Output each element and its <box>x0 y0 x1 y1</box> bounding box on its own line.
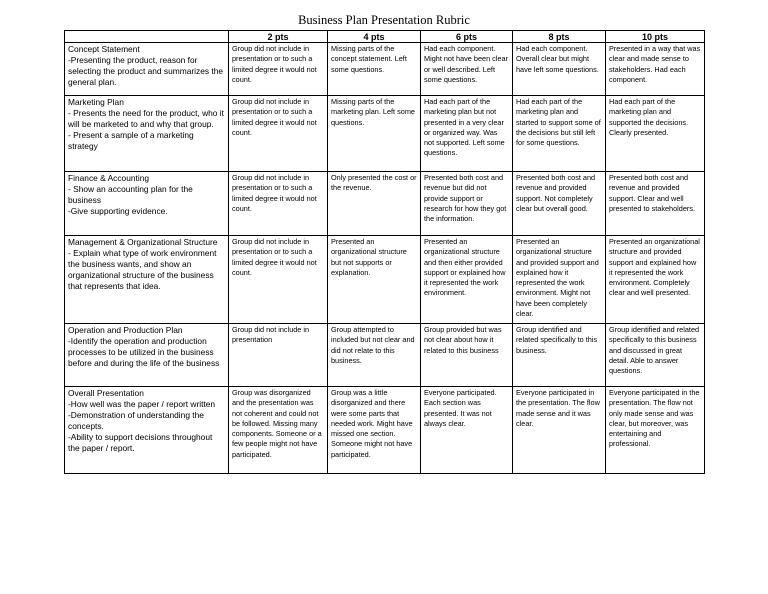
score-descriptor: Group did not include in presentation <box>229 324 328 387</box>
score-descriptor: Presented both cost and revenue and provided support. Clear and well presented to stakeholders. <box>606 172 705 236</box>
criterion-description: - Presents the need for the product, who it will be marketed to and why that group. <box>68 108 224 129</box>
header-score: 8 pts <box>513 31 606 43</box>
score-descriptor: Missing parts of the marketing plan. Left some questions. <box>328 96 421 172</box>
criterion-title: Marketing Plan <box>68 97 124 107</box>
score-descriptor: Group was disorganized and the presentation was not coherent and could not be followed. Missing many components. Someone or a few people might not have participated. <box>229 387 328 474</box>
header-score: 10 pts <box>606 31 705 43</box>
criterion-description: -Give supporting evidence. <box>68 206 168 216</box>
criterion-cell <box>65 43 229 96</box>
criterion-title: Concept Statement <box>68 44 140 54</box>
criterion-description: - Present a sample of a marketing strategy <box>68 130 194 151</box>
score-descriptor: Group attempted to included but not clear and did not relate to this business. <box>328 324 421 387</box>
rubric-row <box>65 43 705 96</box>
criterion-description: - Show an accounting plan for the business <box>68 184 193 205</box>
score-descriptor: Presented an organizational structure but not supports or explanation. <box>328 236 421 324</box>
rubric-row <box>65 172 705 236</box>
score-descriptor: Presented an organizational structure and provided support and explained how it represented the work environment. Might not have been completely clear. <box>513 236 606 324</box>
rubric-row <box>65 387 705 474</box>
header-score: 4 pts <box>328 31 421 43</box>
document-title: Business Plan Presentation Rubric <box>298 13 470 27</box>
score-descriptor: Had each part of the marketing plan and started to support some of the decisions but still left for some questions. <box>513 96 606 172</box>
criterion-description: -Ability to support decisions throughout the paper / report. <box>68 432 213 453</box>
score-descriptor: Missing parts of the concept statement. Left some questions. <box>328 43 421 96</box>
criterion-description: -How well was the paper / report written <box>68 399 216 409</box>
score-descriptor: Group did not include in presentation or to such a limited degree it would not count. <box>229 172 328 236</box>
header-score: 6 pts <box>421 31 513 43</box>
criterion-cell <box>65 236 229 324</box>
rubric-row <box>65 96 705 172</box>
rubric-body <box>65 43 705 474</box>
criterion-description: -Identify the operation and production processes to be utilized in the business before and during the life of the business <box>68 336 220 368</box>
criterion-title: Finance & Accounting <box>68 173 150 183</box>
rubric-table <box>64 30 705 474</box>
score-descriptor: Only presented the cost or the revenue. <box>328 172 421 236</box>
score-descriptor: Group did not include in presentation or to such a limited degree it would not count. <box>229 236 328 324</box>
score-descriptor: Group did not include in presentation or to such a limited degree it would not count. <box>229 43 328 96</box>
rubric-row <box>65 236 705 324</box>
score-descriptor: Presented both cost and revenue and provided support. Not completely clear but overall good. <box>513 172 606 236</box>
criterion-cell <box>65 172 229 236</box>
score-descriptor: Group identified and related specifically to this business. <box>513 324 606 387</box>
score-descriptor: Group identified and related specifically to this business and discussed in great detail. Able to answer questions. <box>606 324 705 387</box>
score-descriptor: Group provided but was not clear about how it related to this business <box>421 324 513 387</box>
score-descriptor: Had each component. Might not have been clear or well described. Left some questions. <box>421 43 513 96</box>
criterion-description: -Demonstration of understanding the concepts. <box>68 410 204 431</box>
score-descriptor: Had each part of the marketing plan but not presented in a very clear or organized way. Was not supported. Left some questions. <box>421 96 513 172</box>
criterion-description: -Presenting the product, reason for selecting the product and summarizes the general plan. <box>68 55 224 87</box>
score-descriptor: Everyone participated in the presentation. The flow not only made sense and was clear, but moreover, was entertaining and professional. <box>606 387 705 474</box>
criterion-cell <box>65 324 229 387</box>
criterion-cell <box>65 96 229 172</box>
score-descriptor: Had each component. Overall clear but might have left some questions. <box>513 43 606 96</box>
criterion-title: Operation and Production Plan <box>68 325 183 335</box>
score-descriptor: Presented an organizational structure and then either provided support or explained how it represented the work environment. <box>421 236 513 324</box>
score-descriptor: Everyone participated. Each section was presented. It was not always clear. <box>421 387 513 474</box>
criterion-cell <box>65 387 229 474</box>
rubric-row <box>65 324 705 387</box>
header-score: 2 pts <box>229 31 328 43</box>
criterion-title: Management & Organizational Structure <box>68 237 218 247</box>
score-descriptor: Presented an organizational structure and provided support and explained how it represented the work environment. Completely clear and well presented. <box>606 236 705 324</box>
header-row <box>65 31 705 43</box>
criterion-title: Overall Presentation <box>68 388 144 398</box>
score-descriptor: Presented in a way that was clear and made sense to stakeholders. Had each component. <box>606 43 705 96</box>
score-descriptor: Presented both cost and revenue but did not provide support or research for how they got the information. <box>421 172 513 236</box>
criterion-description: - Explain what type of work environment the business wants, and show an organizational structure of the business that represents that idea. <box>68 248 217 291</box>
score-descriptor: Group was a little disorganized and there were some parts that needed work. Might have missed one section. Someone might not have participated. <box>328 387 421 474</box>
score-descriptor: Everyone participated in the presentation. The flow made sense and it was clear. <box>513 387 606 474</box>
score-descriptor: Had each part of the marketing plan and supported the decisions. Clearly presented. <box>606 96 705 172</box>
score-descriptor: Group did not include in presentation or to such a limited degree it would not count. <box>229 96 328 172</box>
header-criteria <box>65 31 229 43</box>
